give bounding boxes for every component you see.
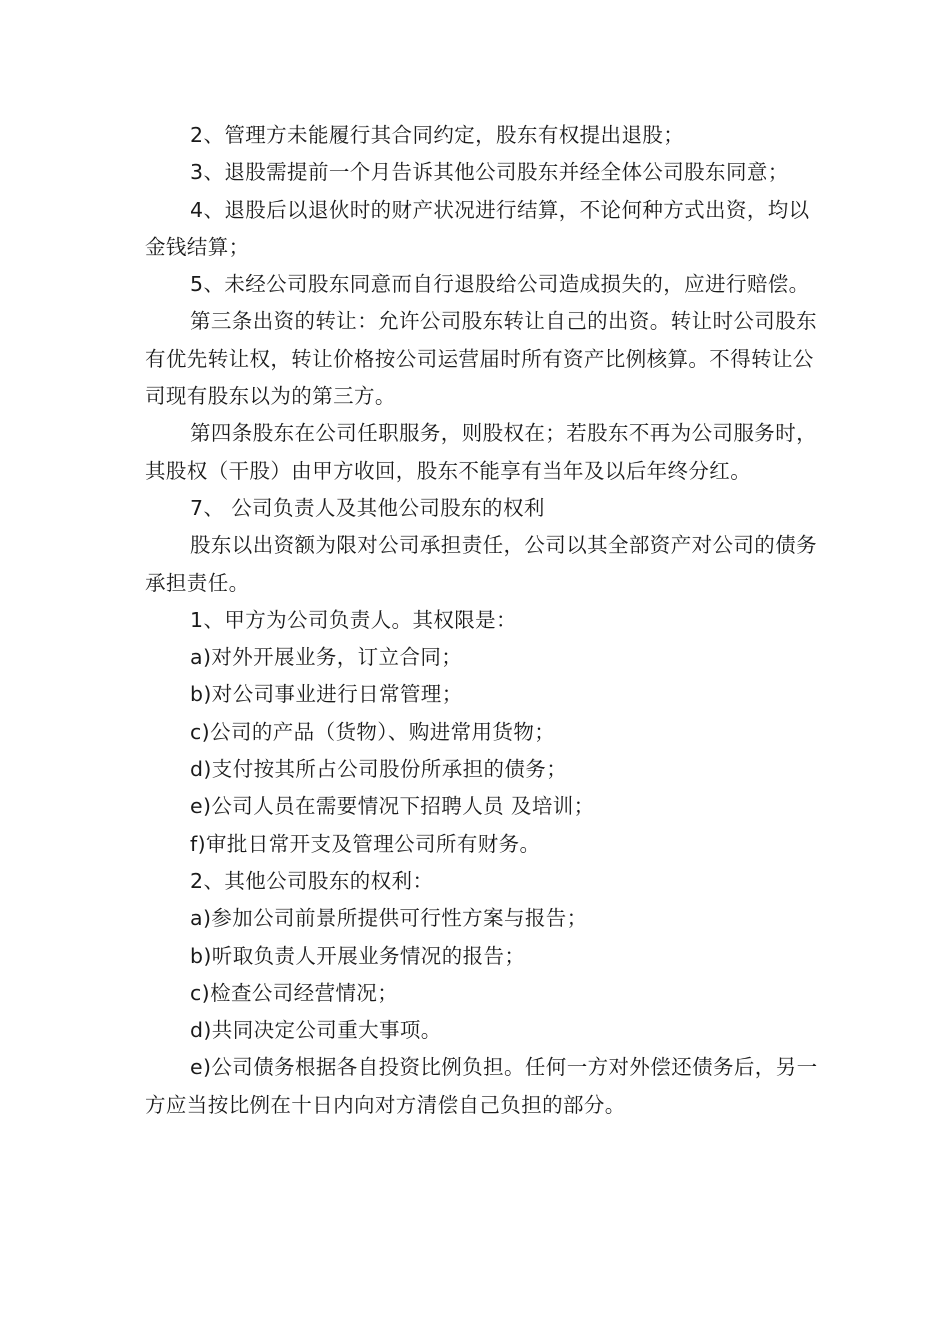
list-item-b-reports: b)听取负责人开展业务情况的报告； xyxy=(190,943,526,968)
list-item-f-finance: f)审批日常开支及管理公司所有财务。 xyxy=(190,831,541,856)
paragraph-article-3-transfer: 第三条出资的转让：允许公司股东转让自己的出资。转让时公司股东有优先转让权，转让价格按公司运营届时所有资产比例核算。不得转让公司现有股东以为的第三方。 xyxy=(145,309,817,409)
paragraph-withdraw-settlement: 4、退股后以退伙时的财产状况进行结算，不论何种方式出资，均以金钱结算； xyxy=(145,197,810,259)
list-item-e-debt-sharing: e)公司债务根据各自投资比例负担。任何一方对外偿还债务后，另一方应当按比例在十日内向对方清偿自己负担的部分。 xyxy=(145,1055,818,1117)
document-body xyxy=(145,117,825,1124)
list-item-b-management: b)对公司事业进行日常管理； xyxy=(190,682,463,707)
list-item-a-business: a)对外开展业务，订立合同； xyxy=(190,645,463,670)
paragraph-other-shareholders-rights: 2、其他公司股东的权利： xyxy=(190,868,434,893)
list-item-d-debts: d)支付按其所占公司股份所承担的债务； xyxy=(190,757,568,782)
list-item-c-inspection: c)检查公司经营情况； xyxy=(190,980,399,1005)
list-item-d-decisions: d)共同决定公司重大事项。 xyxy=(190,1018,442,1043)
list-item-a-proposals: a)参加公司前景所提供可行性方案与报告； xyxy=(190,906,588,931)
paragraph-withdraw-compensation: 5、未经公司股东同意而自行退股给公司造成损失的，应进行赔偿。 xyxy=(190,272,810,297)
list-item-c-goods: c)公司的产品（货物）、购进常用货物； xyxy=(190,719,556,744)
paragraph-party-a-authority: 1、甲方为公司负责人。其权限是： xyxy=(190,607,517,632)
section-heading-rights: 7、 公司负责人及其他公司股东的权利 xyxy=(190,495,545,520)
paragraph-withdraw-notice: 3、退股需提前一个月告诉其他公司股东并经全体公司股东同意； xyxy=(190,160,789,185)
paragraph-withdraw-manager-breach: 2、管理方未能履行其合同约定，股东有权提出退股； xyxy=(190,123,685,147)
list-item-e-recruitment: e)公司人员在需要情况下招聘人员 及培训； xyxy=(190,794,595,819)
paragraph-article-4-service: 第四条股东在公司任职服务，则股权在；若股东不再为公司服务时，其股权（干股）由甲方收回，股东不能享有当年及以后年终分红。 xyxy=(145,421,817,483)
paragraph-liability: 股东以出资额为限对公司承担责任，公司以其全部资产对公司的债务承担责任。 xyxy=(145,533,817,595)
